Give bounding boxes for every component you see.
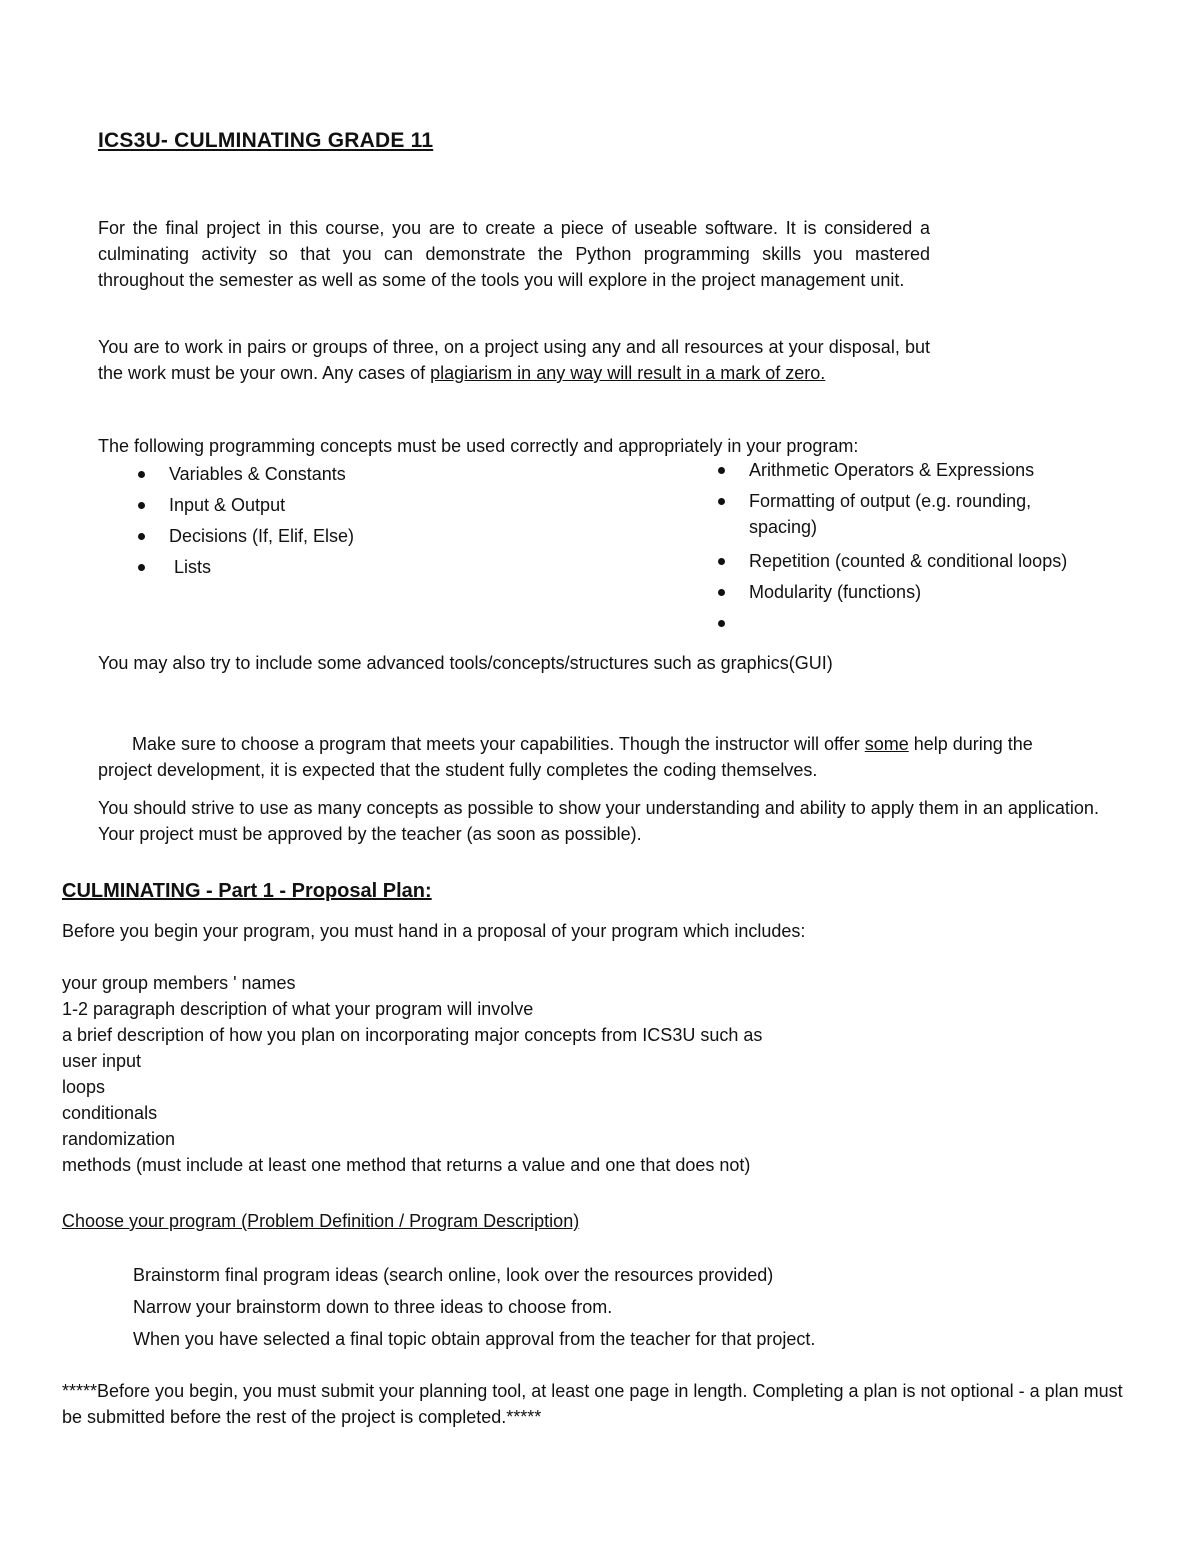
some-emphasis: some <box>864 734 909 754</box>
capabilities-text-end: help during the project development, it is expected that the student fully completes the coding themselves. <box>98 734 1033 780</box>
list-item: Narrow your brainstorm down to three ideas to choose from. <box>133 1297 613 1317</box>
proposal-items <box>62 970 1062 1178</box>
advanced-note: You may also try to include some advanced tools/concepts/structures such as graphics(GUI) <box>98 653 833 673</box>
list-item <box>716 610 1156 636</box>
choose-steps <box>133 1262 1133 1358</box>
list-item: methods (must include at least one method that returns a value and one that does not) <box>62 1155 751 1175</box>
list-item: Repetition (counted & conditional loops) <box>716 548 1156 579</box>
concepts-right-list <box>716 457 1156 636</box>
list-item: Variables & Constants <box>136 461 556 492</box>
list-item: conditionals <box>62 1103 158 1123</box>
strive-paragraph: You should strive to use as many concepts as possible to show your understanding and ability to apply them in an application. Your project must be approved by the teacher (as soon as possible). <box>98 798 1099 844</box>
proposal-intro: Before you begin your program, you must hand in a proposal of your program which includes: <box>62 921 806 941</box>
list-item: user input <box>62 1051 142 1071</box>
capabilities-paragraph <box>98 731 1068 783</box>
list-item: randomization <box>62 1129 176 1149</box>
list-item: Formatting of output (e.g. rounding, spacing) <box>716 488 1079 548</box>
list-item: 1-2 paragraph description of what your program will involve <box>62 999 534 1019</box>
final-note: *****Before you begin, you must submit your planning tool, at least one page in length. Completing a plan is not optional - a plan must be submitted before the rest of the project is completed.***** <box>62 1381 1123 1427</box>
list-item: When you have selected a final topic obtain approval from the teacher for that project. <box>133 1329 816 1349</box>
choose-program-heading: Choose your program (Problem Definition / Program Description) <box>62 1211 580 1231</box>
part1-heading: CULMINATING - Part 1 - Proposal Plan: <box>62 880 432 902</box>
pairs-paragraph-text: You are to work in pairs or groups of three, on a project using any and all resources at your disposal, but the work must be your own. Any cases of <box>98 337 930 383</box>
capabilities-text: Make sure to choose a program that meets your capabilities. Though the instructor will offer <box>132 734 865 754</box>
pairs-paragraph <box>98 334 930 386</box>
list-item: Arithmetic Operators & Expressions <box>716 457 1156 488</box>
list-item: your group members ' names <box>62 973 296 993</box>
document-title: ICS3U- CULMINATING GRADE 11 <box>98 129 434 152</box>
concepts-intro: The following programming concepts must be used correctly and appropriately in your program: <box>98 436 859 456</box>
list-item: Input & Output <box>136 492 556 523</box>
list-item: Modularity (functions) <box>716 579 1156 610</box>
concepts-left-list <box>136 461 556 585</box>
list-item: Brainstorm final program ideas (search online, look over the resources provided) <box>133 1265 774 1285</box>
list-item: Decisions (If, Elif, Else) <box>136 523 556 554</box>
list-item: loops <box>62 1077 106 1097</box>
list-item: a brief description of how you plan on incorporating major concepts from ICS3U such as <box>62 1025 763 1045</box>
plagiarism-warning: plagiarism in any way will result in a mark of zero. <box>430 363 826 383</box>
list-item: Lists <box>136 554 556 585</box>
intro-paragraph: For the final project in this course, you are to create a piece of useable software. It is considered a culminating activity so that you can demonstrate the Python programming skills you mastered throughout the semester as well as some of the tools you will explore in the project management unit. <box>98 218 930 290</box>
